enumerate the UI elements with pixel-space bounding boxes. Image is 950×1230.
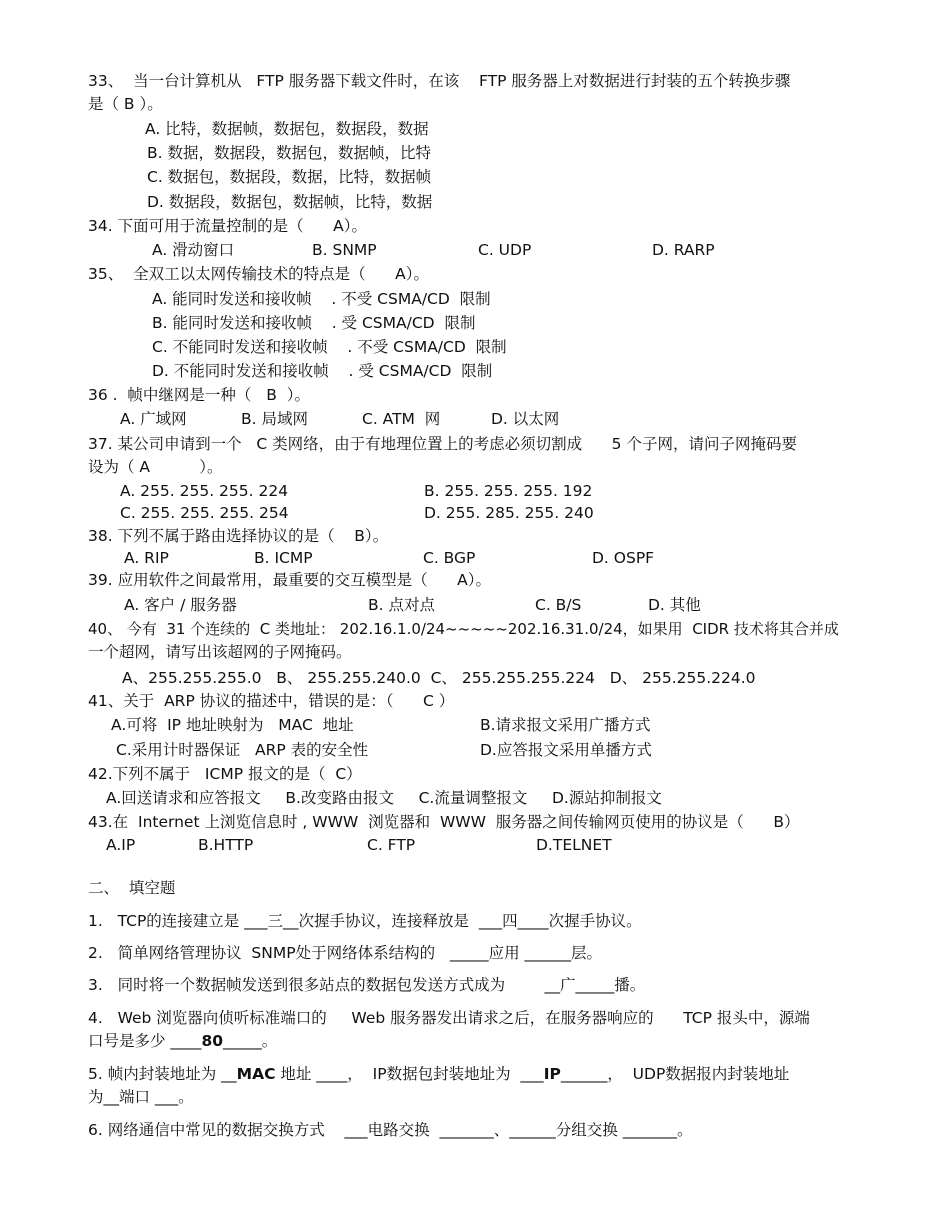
q36-option-d: D. 以太网	[491, 410, 560, 428]
q35-option-c: C. 不能同时发送和接收帧 . 不受 CSMA/CD 限制	[152, 338, 507, 356]
fill-3: 3. 同时将一个数据帧发送到很多站点的数据包发送方式成为 __广_____播。	[88, 976, 646, 994]
q41-option-a: A.可将 IP 地址映射为 MAC 地址	[111, 716, 354, 734]
q33-stem-line2: 是（ B ）。	[88, 95, 163, 113]
q34-option-b: B. SNMP	[312, 241, 377, 259]
q35-option-d: D. 不能同时发送和接收帧 . 受 CSMA/CD 限制	[152, 362, 493, 380]
q36-option-a: A. 广域网	[120, 410, 187, 428]
q36-option-c: C. ATM 网	[362, 410, 441, 428]
q39-option-c: C. B/S	[535, 596, 582, 614]
fill-5-answer-mac: MAC	[236, 1065, 276, 1083]
q40-options: A、255.255.255.0 B、 255.255.240.0 C、 255.255.255.224 D、 255.255.224.0	[122, 669, 756, 687]
q42-options: A.回送请求和应答报文 B.改变路由报文 C.流量调整报文 D.源站抑制报文	[106, 789, 662, 807]
q41-option-d: D.应答报文采用单播方式	[480, 741, 652, 759]
q41-stem: 41、关于 ARP 协议的描述中，错误的是：（ C ）	[88, 692, 455, 710]
q40-stem-line2: 一个超网，请写出该超网的子网掩码。	[88, 643, 352, 661]
q43-option-b: B.HTTP	[198, 836, 254, 854]
fill-5-answer-ip: IP	[543, 1065, 561, 1083]
fill-4-prefix: 口号是多少 ____	[88, 1032, 202, 1050]
q41-option-b: B.请求报文采用广播方式	[480, 716, 651, 734]
fill-2: 2. 简单网络管理协议 SNMP处于网络体系结构的 _____应用 ______层。	[88, 944, 603, 962]
fill-1: 1. TCP的连接建立是 ___三__次握手协议，连接释放是 ___四____次握手协议。	[88, 912, 642, 930]
fill-5-suffix: ______， UDP数据报内封装地址	[560, 1065, 790, 1083]
q35-option-a: A. 能同时发送和接收帧 . 不受 CSMA/CD 限制	[152, 290, 491, 308]
q43-option-c: C. FTP	[367, 836, 416, 854]
fill-4-suffix: _____。	[223, 1032, 278, 1050]
q39-option-d: D. 其他	[648, 596, 701, 614]
q37-option-a: A. 255. 255. 255. 224	[120, 482, 289, 500]
q33-option-c: C. 数据包，数据段，数据，比特，数据帧	[147, 168, 432, 186]
q38-option-d: D. OSPF	[592, 549, 655, 567]
q34-option-c: C. UDP	[478, 241, 532, 259]
fill-6: 6. 网络通信中常见的数据交换方式 ___电路交换 _______、______分组交换 _______。	[88, 1121, 693, 1139]
q39-option-a: A. 客户 / 服务器	[124, 596, 237, 614]
q38-option-c: C. BGP	[423, 549, 476, 567]
q35-stem: 35、 全双工以太网传输技术的特点是（ A）。	[88, 265, 429, 283]
q37-option-d: D. 255. 285. 255. 240	[424, 504, 594, 522]
q38-stem: 38. 下列不属于路由选择协议的是（ B）。	[88, 527, 389, 545]
q43-option-a: A.IP	[106, 836, 136, 854]
q37-option-c: C. 255. 255. 255. 254	[120, 504, 289, 522]
q37-stem-line1: 37. 某公司申请到一个 C 类网络，由于有地理位置上的考虑必须切割成 5 个子网，请问子网掩码要	[88, 435, 797, 453]
q37-option-b: B. 255. 255. 255. 192	[424, 482, 593, 500]
q42-stem: 42.下列不属于 ICMP 报文的是（ C）	[88, 765, 362, 783]
q38-option-a: A. RIP	[124, 549, 169, 567]
q34-option-a: A. 滑动窗口	[152, 241, 235, 259]
q33-stem-line1: 33、 当一台计算机从 FTP 服务器下载文件时，在该 FTP 服务器上对数据进行封装的五个转换步骤	[88, 72, 791, 90]
fill-5-line1	[88, 1064, 789, 1084]
q36-option-b: B. 局域网	[241, 410, 308, 428]
q43-stem: 43.在 Internet 上浏览信息时 , WWW 浏览器和 WWW 服务器之间传输网页使用的协议是（ B）	[88, 813, 800, 831]
q37-stem-line2: 设为（ A ）。	[88, 458, 223, 476]
q39-option-b: B. 点对点	[368, 596, 435, 614]
section2-heading: 二、 填空题	[88, 879, 176, 897]
fill-4-line1: 4. Web 浏览器向侦听标准端口的 Web 服务器发出请求之后，在服务器响应的 TCP 报头中，源端	[88, 1009, 810, 1027]
q34-option-d: D. RARP	[652, 241, 715, 259]
q41-option-c: C.采用计时器保证 ARP 表的安全性	[116, 741, 369, 759]
q33-option-a: A. 比特，数据帧，数据包，数据段，数据	[145, 120, 429, 138]
q38-option-b: B. ICMP	[254, 549, 313, 567]
q43-option-d: D.TELNET	[536, 836, 612, 854]
q34-stem: 34. 下面可用于流量控制的是（ A）。	[88, 217, 367, 235]
fill-4-answer: 80	[201, 1032, 224, 1050]
q36-stem: 36 . 帧中继网是一种（ B ）。	[88, 386, 310, 404]
q33-option-b: B. 数据，数据段，数据包，数据帧，比特	[147, 144, 431, 162]
fill-4-line2	[88, 1031, 277, 1051]
q39-stem: 39. 应用软件之间最常用，最重要的交互模型是（ A）。	[88, 571, 491, 589]
fill-5-prefix: 5. 帧内封装地址为 __	[88, 1065, 237, 1083]
q33-option-d: D. 数据段，数据包，数据帧，比特，数据	[147, 193, 433, 211]
fill-5-middle: 地址 ____， IP数据包封装地址为 ___	[275, 1065, 544, 1083]
q35-option-b: B. 能同时发送和接收帧 . 受 CSMA/CD 限制	[152, 314, 476, 332]
fill-5-line2: 为__端口 ___。	[88, 1088, 194, 1106]
q40-stem-line1: 40、 今有 31 个连续的 C 类地址： 202.16.1.0/24~~~~~202.16.31.0/24，如果用 CIDR 技术将其合并成	[88, 620, 839, 638]
